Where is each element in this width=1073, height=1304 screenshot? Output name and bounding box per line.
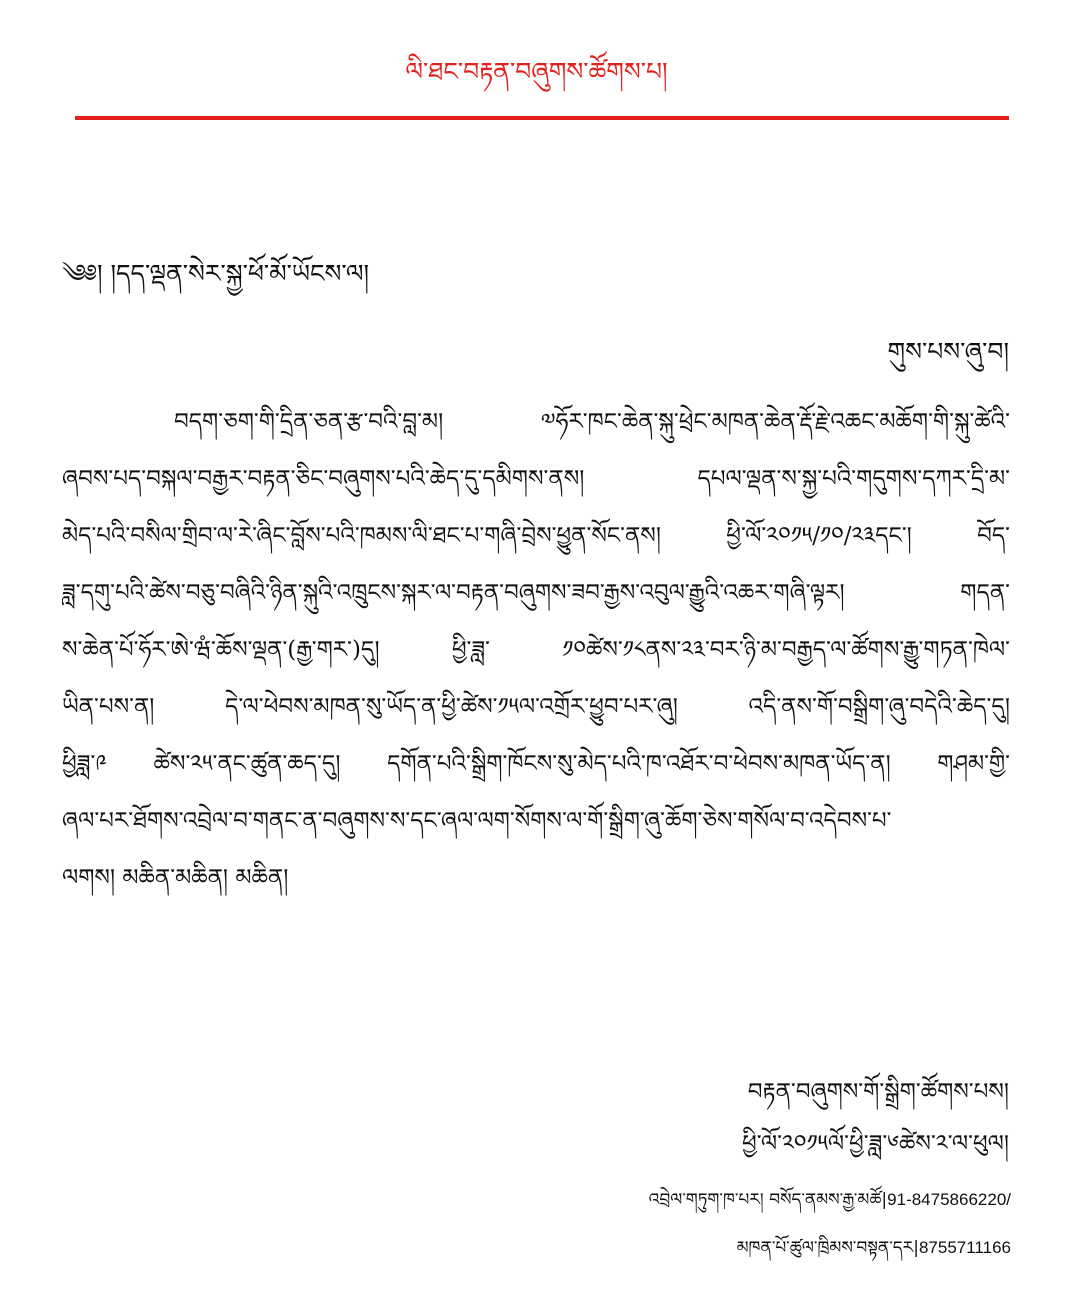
contact-block [649, 1180, 1011, 1276]
contact-separator: | [881, 1190, 888, 1210]
signature-block [742, 1070, 1009, 1174]
signature-sender: བརྟན་བཞུགས་གོ་སྒྲིག་ཚོགས་པས། [747, 1079, 1009, 1105]
letter-body [62, 400, 1010, 913]
body-line: བདག་ཅག་གི་དྲིན་ཅན་རྩ་བའི་བླ་མ། ༧ཧོར་ཁང་ཆེན་སྐུ་ཕྲེང་མཁན་ཆེན་རྡོ་རྗེ་འཆང་མཆོག་གི་སྐུ་ཚེའི་ [174, 409, 1010, 435]
letter-salutation: ༄༅། །དད་ལྡན་སེར་སྐྱ་ཕོ་མོ་ཡོངས་ལ། [62, 259, 370, 288]
contact-label: མཁན་པོ་ཚུལ་ཁྲིམས་བསྟན་དར [736, 1238, 914, 1258]
body-line: ལགས། མཆིན་མཆིན། མཆིན། [62, 865, 289, 891]
body-line: ཟླ་དགུ་པའི་ཚེས་བཅུ་བཞིའི་ཉིན་སྐུའི་འཁྲུངས་སྐར་ལ་བརྟན་བཞུགས་ཟབ་རྒྱས་འབུལ་རྒྱུའི་འཆར་གཞི་ལྟར། གདན་ [62, 580, 1010, 606]
body-line: ས་ཆེན་པོ་ཧོར་ཨེ་ཝཾ་ཆོས་ལྡན་(རྒྱ་གར་)དུ། ཕྱི་ཟླ་ ༡༠ཚེས་༡༨ནས་༢༣་བར་ཉི་མ་བརྒྱད་ལ་ཚོགས་རྒྱུ་གཏན་ཁེལ་ [62, 637, 1010, 663]
contact-phone-number[interactable]: 91-8475866220/ [887, 1190, 1011, 1209]
signature-date: ཕྱི་ལོ་༢༠༡༥ལོ་ཕྱི་ཟླ་༦ཚེས་༢་ལ་ཕུལ། [742, 1131, 1009, 1157]
contact-separator: | [913, 1238, 919, 1258]
header-divider [75, 116, 1009, 120]
contact-line [649, 1180, 1011, 1228]
body-line: ཡིན་པས་ན། དེ་ལ་ཕེབས་མཁན་སུ་ཡོད་ན་ཕྱི་ཚེས་༡༥ལ་འགྲོར་ཕྱུབ་པར་ཞུ། འདི་ནས་གོ་བསྒྲིག་ཞུ་བདེའི་ཆེད་དུ། [62, 694, 1010, 720]
letter-greeting: གུས་པས་ཞུ་བ། [887, 337, 1009, 366]
body-line: ཞབས་པད་བསྐལ་བརྒྱར་བརྟན་ཅིང་བཞུགས་པའི་ཆེད་དུ་དམིགས་ནས། དཔལ་ལྡན་ས་སྐྱ་པའི་གདུགས་དཀར་དྲི་མ་ [62, 466, 1010, 492]
body-line: ཞལ་པར་ཐོགས་འབྲེལ་བ་གནང་ན་བཞུགས་ས་དང་ཞལ་ལག་སོགས་ལ་གོ་སྒྲིག་ཞུ་ཆོག་ཅེས་གསོལ་བ་འདེབས་པ་ [62, 808, 892, 834]
contact-label: འབྲེལ་གཏུག་ཁ་པར། བསོད་ནམས་རྒྱ་མཚོ [648, 1190, 882, 1210]
contact-phone-number[interactable]: 8755711166 [918, 1238, 1011, 1257]
body-line: མེད་པའི་བསིལ་གྲིབ་ལ་རེ་ཞིང་བློས་པའི་ཁམས་ལི་ཐང་པ་གཞི་བྲེས་ཕྱུན་སོང་ནས། ཕྱི་ལོ་༢༠༡༥/༡༠/༢༣དང་། བོད་ [62, 523, 1010, 549]
body-line: ཕྱིཟླ་༩ ཚེས་༢༥་ནང་ཚུན་ཆད་དུ། དགོན་པའི་སྒྲིག་ཁོངས་སུ་མེད་པའི་ཁ་འཐོར་བ་ཕེབས་མཁན་ཡོད་ན། གཤམ་གྱི་ [62, 751, 1010, 777]
contact-line [649, 1228, 1011, 1276]
organization-title: ལི་ཐང་བརྟན་བཞུགས་ཚོགས་པ། [405, 57, 668, 86]
